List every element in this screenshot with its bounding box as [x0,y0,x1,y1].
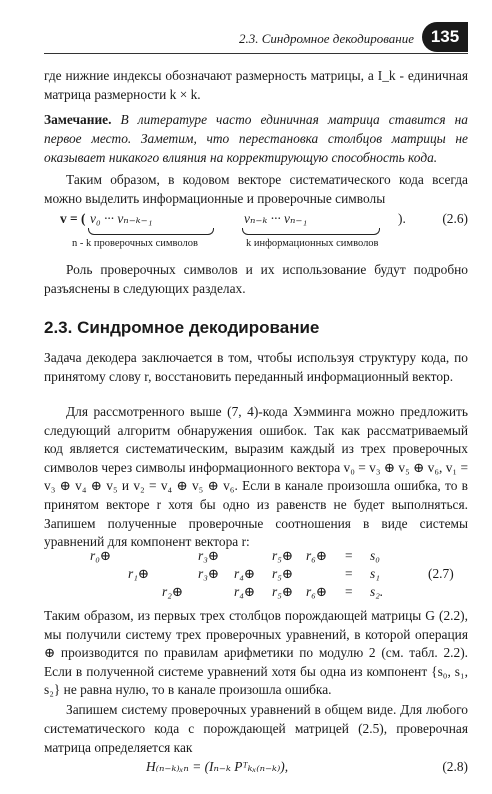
system-row-2: r₂⊕ r₄⊕ r₅⊕ r₆⊕ = s₂. [162,584,384,599]
eq27-number: (2.7) [428,566,454,581]
eq26-rhs: ). [398,211,406,226]
eq26-info-symbols: vₙ₋ₖ ··· vₙ₋₁ [244,211,308,226]
remark-text: В литературе часто единичная матрица ставится на первое место. Заметим, что перестановка столбцов матрицы не оказывает никакого влияния на корректирующую способность кода. [44,112,468,165]
paragraph-matrix-dimension: где нижние индексы обозначают размерность матрицы, а I_k - единичная матрица размерности k × k. [44,68,468,102]
eq28-number: (2.8) [442,759,468,774]
eq28-formula: H₍ₙ₋ₖ₎ₓₙ = (Iₙ₋ₖ Pᵀₖₓ₍ₙ₋ₖ₎), [146,759,289,774]
section-heading: 2.3. Синдромное декодирование [44,318,320,337]
page-number: 135 [422,22,468,52]
paragraph-hamming: Для рассмотренного выше (7, 4)-кода Хэмминга можно предложить следующий алгоритм обнаружения ошибок. Так как рассматриваемый код является систематическим, выразим каждый из трех проверочных символов через символы информационного вектора v₀ = v₃ ⊕ v₅ ⊕ v₆, v₁ = v₃ ⊕ v₄ ⊕ v₅ и v₂ = v₄ ⊕ v₅ ⊕ v₆. Если в канале произошла ошибка, то в принятом векторе r хотя бы одно из равенств не будет выполняться. Запишем полученные проверочные соотношения в виде системы уравнений для компонент вектора r: [44,404,469,550]
remark-label: Замечание. [44,112,112,127]
eq26-number: (2.6) [442,211,468,226]
paragraph-general-form: Запишем систему проверочных уравнений в общем виде. Для любого систематического кода с порождающей матрицей (2.5), проверочная матрица определяется как [44,702,468,755]
eq26-lhs: v = ( [60,211,86,226]
header-rule [44,53,468,54]
label-check-symbols: n - k проверочных символов [72,238,198,249]
remark-paragraph [44,110,468,167]
paragraph-symbols: Таким образом, в кодовом векторе систематического кода всегда можно выделить информационные и проверочные символы [44,172,468,206]
running-header [0,22,468,52]
label-info-symbols: k информационных символов [246,238,379,249]
system-row-0: r₀⊕ r₃⊕ r₅⊕ r₆⊕ = s₀ [90,548,380,563]
underbrace-check [88,228,214,235]
underbrace-info [242,228,380,235]
paragraph-check-equations: Таким образом, из первых трех столбцов порождающей матрицы G (2.2), мы получили систему трех проверочных уравнений, в которой операция ⊕ производится по правилам арифметики по модулю 2 (см. табл. 2.2). Если в полученной системе уравнений хотя бы одна из компонент {s₀, s₁, s₂} не равна нулю, то в канале произошла ошибка. [44,608,468,698]
eq26-check-symbols: v₀ ··· vₙ₋ₖ₋₁ [90,211,153,226]
system-row-1: r₁⊕ r₃⊕ r₄⊕ r₅⊕ = s₁ (2.7) [128,566,454,581]
running-title: 2.3. Синдромное декодирование [239,31,414,46]
paragraph-role: Роль проверочных символов и их использование будут подробно разъяснены в следующих разделах. [44,262,468,296]
paragraph-decoder-task: Задача декодера заключается в том, чтобы используя структуру кода, по принятому слову r, восстановить переданный информационный вектор. [44,350,468,384]
